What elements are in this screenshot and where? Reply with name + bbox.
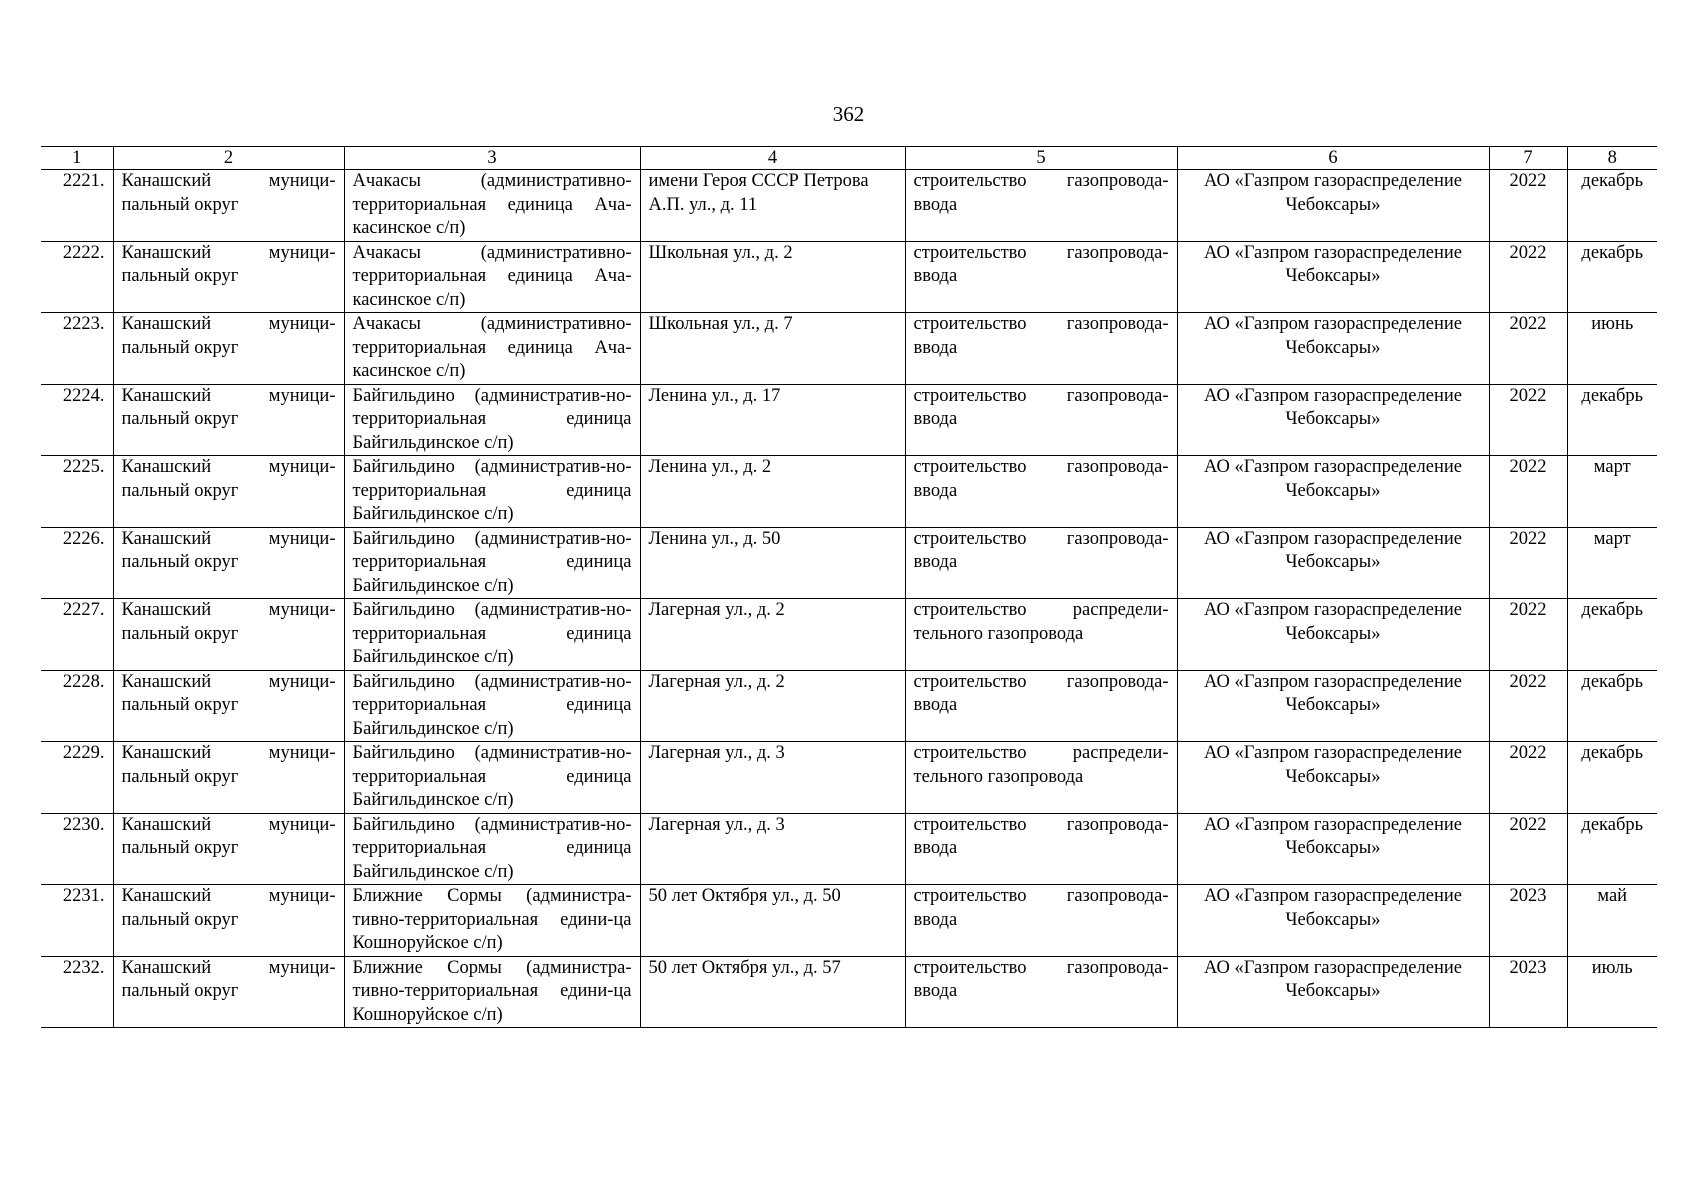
table-row (41, 384, 1657, 456)
organization-cell: АО «Газпром газораспределение Чебоксары» (1177, 384, 1489, 456)
settlement-cell: Ачакасы (административно-территориальная единица Ача-касинское с/п) (344, 313, 640, 385)
organization-cell: АО «Газпром газораспределение Чебоксары» (1177, 742, 1489, 814)
settlement-cell: Байгильдино (административ-но-территориальная единица Байгильдинское с/п) (344, 527, 640, 599)
settlement-cell: Байгильдино (административ-но-территориальная единица Байгильдинское с/п) (344, 456, 640, 528)
settlement-cell: Байгильдино (административ-но-территориальная единица Байгильдинское с/п) (344, 384, 640, 456)
year-cell: 2022 (1489, 313, 1567, 385)
work-type-cell: строительство газопровода-ввода (905, 813, 1177, 885)
district-cell: Канашский муници-пальный округ (113, 670, 344, 742)
district-cell: Канашский муници-пальный округ (113, 599, 344, 671)
work-type-cell: строительство газопровода-ввода (905, 241, 1177, 313)
table-row (41, 456, 1657, 528)
settlement-cell: Байгильдино (административ-но-территориальная единица Байгильдинское с/п) (344, 670, 640, 742)
column-header: 8 (1567, 147, 1657, 170)
row-number: 2226. (41, 527, 113, 599)
row-number: 2225. (41, 456, 113, 528)
address-cell: Ленина ул., д. 17 (640, 384, 905, 456)
district-cell: Канашский муници-пальный округ (113, 384, 344, 456)
address-cell: Лагерная ул., д. 2 (640, 670, 905, 742)
district-cell: Канашский муници-пальный округ (113, 813, 344, 885)
address-cell: Школьная ул., д. 7 (640, 313, 905, 385)
year-cell: 2022 (1489, 599, 1567, 671)
year-cell: 2022 (1489, 670, 1567, 742)
organization-cell: АО «Газпром газораспределение Чебоксары» (1177, 599, 1489, 671)
row-number: 2221. (41, 170, 113, 242)
row-number: 2224. (41, 384, 113, 456)
month-cell: июль (1567, 956, 1657, 1028)
organization-cell: АО «Газпром газораспределение Чебоксары» (1177, 456, 1489, 528)
table-row (41, 241, 1657, 313)
organization-cell: АО «Газпром газораспределение Чебоксары» (1177, 241, 1489, 313)
year-cell: 2022 (1489, 456, 1567, 528)
address-cell: Лагерная ул., д. 3 (640, 813, 905, 885)
organization-cell: АО «Газпром газораспределение Чебоксары» (1177, 813, 1489, 885)
address-cell: Школьная ул., д. 2 (640, 241, 905, 313)
settlement-cell: Ближние Сормы (администра-тивно-территориальная едини-ца Кошноруйское с/п) (344, 956, 640, 1028)
year-cell: 2022 (1489, 742, 1567, 814)
address-cell: Ленина ул., д. 50 (640, 527, 905, 599)
row-number: 2230. (41, 813, 113, 885)
settlement-cell: Ачакасы (административно-территориальная единица Ача-касинское с/п) (344, 241, 640, 313)
month-cell: декабрь (1567, 241, 1657, 313)
work-type-cell: строительство распредели-тельного газопровода (905, 599, 1177, 671)
table-row (41, 742, 1657, 814)
district-cell: Канашский муници-пальный округ (113, 885, 344, 957)
gasification-schedule-table (41, 146, 1657, 1028)
organization-cell: АО «Газпром газораспределение Чебоксары» (1177, 527, 1489, 599)
table-row (41, 599, 1657, 671)
district-cell: Канашский муници-пальный округ (113, 742, 344, 814)
page-number: 362 (832, 102, 865, 126)
district-cell: Канашский муници-пальный округ (113, 313, 344, 385)
address-cell: Лагерная ул., д. 2 (640, 599, 905, 671)
address-cell: Лагерная ул., д. 3 (640, 742, 905, 814)
work-type-cell: строительство газопровода-ввода (905, 456, 1177, 528)
address-cell: 50 лет Октября ул., д. 50 (640, 885, 905, 957)
district-cell: Канашский муници-пальный округ (113, 956, 344, 1028)
address-cell: имени Героя СССР Петрова А.П. ул., д. 11 (640, 170, 905, 242)
work-type-cell: строительство газопровода-ввода (905, 313, 1177, 385)
column-header: 5 (905, 147, 1177, 170)
year-cell: 2023 (1489, 956, 1567, 1028)
organization-cell: АО «Газпром газораспределение Чебоксары» (1177, 170, 1489, 242)
organization-cell: АО «Газпром газораспределение Чебоксары» (1177, 313, 1489, 385)
district-cell: Канашский муници-пальный округ (113, 527, 344, 599)
header-row (41, 147, 1657, 170)
table-row (41, 313, 1657, 385)
settlement-cell: Ближние Сормы (администра-тивно-территориальная едини-ца Кошноруйское с/п) (344, 885, 640, 957)
month-cell: март (1567, 527, 1657, 599)
month-cell: декабрь (1567, 384, 1657, 456)
row-number: 2229. (41, 742, 113, 814)
address-cell: Ленина ул., д. 2 (640, 456, 905, 528)
settlement-cell: Байгильдино (административ-но-территориальная единица Байгильдинское с/п) (344, 813, 640, 885)
organization-cell: АО «Газпром газораспределение Чебоксары» (1177, 670, 1489, 742)
month-cell: декабрь (1567, 599, 1657, 671)
year-cell: 2023 (1489, 885, 1567, 957)
row-number: 2231. (41, 885, 113, 957)
settlement-cell: Ачакасы (административно-территориальная единица Ача-касинское с/п) (344, 170, 640, 242)
column-header: 1 (41, 147, 113, 170)
work-type-cell: строительство газопровода-ввода (905, 527, 1177, 599)
column-header: 6 (1177, 147, 1489, 170)
row-number: 2223. (41, 313, 113, 385)
work-type-cell: строительство распредели-тельного газопровода (905, 742, 1177, 814)
month-cell: март (1567, 456, 1657, 528)
month-cell: июнь (1567, 313, 1657, 385)
month-cell: декабрь (1567, 170, 1657, 242)
year-cell: 2022 (1489, 384, 1567, 456)
column-header: 7 (1489, 147, 1567, 170)
table-row (41, 670, 1657, 742)
year-cell: 2022 (1489, 813, 1567, 885)
table-row (41, 813, 1657, 885)
work-type-cell: строительство газопровода-ввода (905, 170, 1177, 242)
month-cell: декабрь (1567, 742, 1657, 814)
month-cell: декабрь (1567, 670, 1657, 742)
month-cell: декабрь (1567, 813, 1657, 885)
table-row (41, 885, 1657, 957)
district-cell: Канашский муници-пальный округ (113, 170, 344, 242)
settlement-cell: Байгильдино (административ-но-территориальная единица Байгильдинское с/п) (344, 599, 640, 671)
year-cell: 2022 (1489, 241, 1567, 313)
work-type-cell: строительство газопровода-ввода (905, 885, 1177, 957)
organization-cell: АО «Газпром газораспределение Чебоксары» (1177, 956, 1489, 1028)
table-row (41, 170, 1657, 242)
table-row (41, 527, 1657, 599)
district-cell: Канашский муници-пальный округ (113, 241, 344, 313)
table-row (41, 956, 1657, 1028)
column-header: 4 (640, 147, 905, 170)
month-cell: май (1567, 885, 1657, 957)
district-cell: Канашский муници-пальный округ (113, 456, 344, 528)
settlement-cell: Байгильдино (административ-но-территориальная единица Байгильдинское с/п) (344, 742, 640, 814)
row-number: 2227. (41, 599, 113, 671)
work-type-cell: строительство газопровода-ввода (905, 956, 1177, 1028)
organization-cell: АО «Газпром газораспределение Чебоксары» (1177, 885, 1489, 957)
work-type-cell: строительство газопровода-ввода (905, 384, 1177, 456)
year-cell: 2022 (1489, 170, 1567, 242)
column-header: 3 (344, 147, 640, 170)
year-cell: 2022 (1489, 527, 1567, 599)
row-number: 2228. (41, 670, 113, 742)
address-cell: 50 лет Октября ул., д. 57 (640, 956, 905, 1028)
row-number: 2232. (41, 956, 113, 1028)
column-header: 2 (113, 147, 344, 170)
work-type-cell: строительство газопровода-ввода (905, 670, 1177, 742)
row-number: 2222. (41, 241, 113, 313)
